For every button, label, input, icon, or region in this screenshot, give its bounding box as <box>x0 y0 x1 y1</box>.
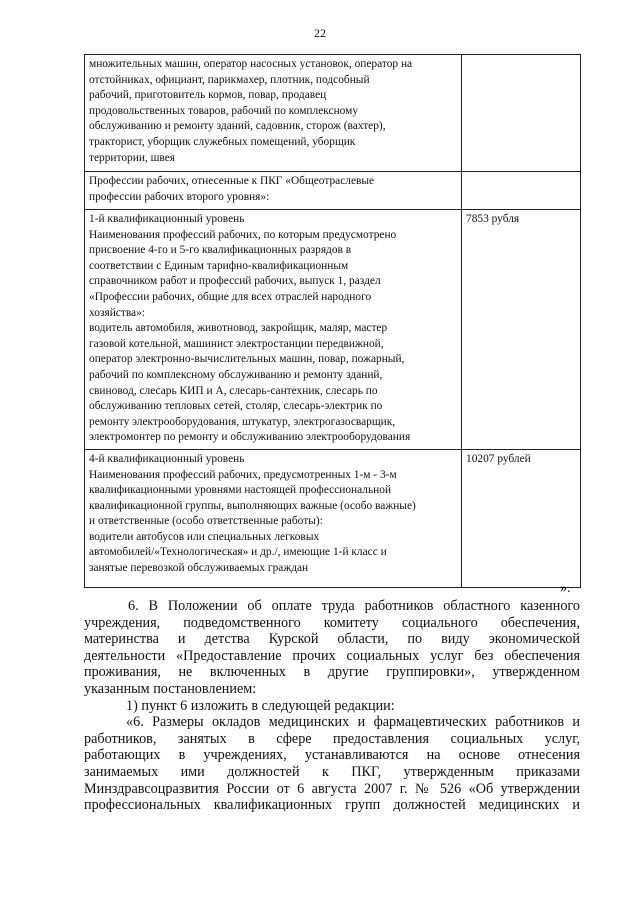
text-line: 1) пункт 6 изложить в следующей редакции: <box>126 697 395 714</box>
cell-line: территории, швея <box>89 151 176 164</box>
quoted-paragraph <box>84 714 580 814</box>
salary-table <box>84 54 581 588</box>
cell-line: рабочий по комплексному обслуживанию и ремонту зданий, <box>89 368 383 381</box>
salary-cell: 10207 рублей <box>462 449 581 587</box>
cell-line: рабочий, приготовитель кормов, повар, продавец <box>89 89 327 102</box>
text-line: «6. Размеры окладов медицинских и фармацевтических работников и <box>126 714 580 731</box>
cell-line: Наименования профессий рабочих, по которым предусмотрено <box>89 228 397 241</box>
text-line: работающих в учреждениях, устанавливаются на основе отнесения <box>84 747 580 764</box>
cell-line: оператор электронно-вычислительных машин, повар, пожарный, <box>89 353 405 366</box>
page-number: 22 <box>314 26 326 40</box>
text-line: работников, занятых в сфере предоставления социальных услуг, <box>84 730 580 747</box>
cell-line: 1-й квалификационный уровень <box>89 213 245 225</box>
salary-cell: 7853 рубля <box>462 210 581 450</box>
text-line: учреждения, подведомственного комитету социального обеспечения, <box>84 614 580 631</box>
cell-line: свиновод, слесарь КИП и А, слесарь-сантехник, слесарь по <box>89 384 378 397</box>
table-row <box>85 55 581 172</box>
cell-line: 4-й квалификационный уровень <box>89 452 245 465</box>
text-line: 6. В Положении об оплате труда работников областного казенного <box>128 598 580 614</box>
closing-quote: ». <box>560 581 571 596</box>
profession-cell <box>85 210 462 450</box>
text-line: материнства и детства Курской области, по виду экономической <box>84 631 580 648</box>
text-line: занимаемых ими должностей к ПКГ, утвержденным приказами <box>84 763 580 780</box>
cell-line: Профессии рабочих, отнесенные к ПКГ «Общеотраслевые <box>89 175 375 187</box>
cell-line: электромонтер по ремонту и обслуживанию электрооборудования <box>89 431 411 444</box>
table-row <box>85 172 581 210</box>
cell-line: отстойниках, официант, парикмахер, плотник, подсобный <box>89 73 370 86</box>
text-line: Минздравсоцразвития России от 6 августа 2007 г. № 526 «Об утверждении <box>84 780 580 797</box>
cell-line: водитель автомобиля, животновод, закройщик, маляр, мастер <box>89 322 388 335</box>
cell-line: газовой котельной, машинист электростанции передвижной, <box>89 337 384 350</box>
cell-line: обслуживанию и ремонту зданий, садовник, сторож (вахтер), <box>89 120 386 133</box>
cell-line: продовольственных товаров, рабочий по комплексному <box>89 104 359 117</box>
text-line: деятельности «Предоставление прочих социальных услуг без обеспечения <box>84 647 580 664</box>
salary-cell <box>462 172 581 210</box>
cell-line: квалификационными уровнями настоящей профессиональной <box>89 484 392 497</box>
text-line: проживания, не включенных в другие группировки», утвержденном <box>84 664 580 681</box>
profession-cell <box>85 172 462 210</box>
body-text <box>84 598 580 814</box>
text-line: профессиональных квалификационных групп должностей медицинских и <box>84 797 580 814</box>
paragraph-6 <box>84 598 580 698</box>
cell-line: водители автобусов или специальных легковых <box>89 530 320 543</box>
cell-line: обслуживанию тепловых сетей, столяр, слесарь-электрик по <box>89 400 383 413</box>
cell-line: занятые перевозкой обслуживаемых граждан <box>89 562 309 575</box>
subitem-1 <box>84 698 580 715</box>
cell-line: ремонту электрооборудования, штукатур, электрогазосварщик, <box>89 415 396 428</box>
profession-cell <box>85 55 462 172</box>
text-line: указанным постановлением: <box>84 680 257 697</box>
cell-line: присвоение 4-го и 5-го квалификационных разрядов в <box>89 244 352 257</box>
cell-line: и ответственные (особо ответственные работы): <box>89 515 323 528</box>
cell-line: тракторист, уборщик служебных помещений, уборщик <box>89 135 356 148</box>
salary-cell <box>462 55 581 172</box>
cell-line: квалификационной группы, выполняющих важные (особо важные) <box>89 499 416 512</box>
cell-line: Наименования профессий рабочих, предусмотренных 1-м - 3-м <box>89 468 397 481</box>
cell-line: соответствии с Единым тарифно-квалификационным <box>89 259 349 272</box>
cell-line: хозяйства»: <box>89 306 145 319</box>
table-row <box>85 210 581 450</box>
cell-line: «Профессии рабочих, общие для всех отраслей народного <box>89 290 372 303</box>
cell-line: профессии рабочих второго уровня»: <box>89 190 270 203</box>
cell-line: автомобилей/«Технологическая» и др./, имеющие 1-й класс и <box>89 546 387 559</box>
table-row <box>85 449 581 587</box>
cell-line: справочником работ и профессий рабочих, выпуск 1, раздел <box>89 275 381 288</box>
profession-cell <box>85 449 462 587</box>
cell-line: множительных машин, оператор насосных установок, оператор на <box>89 58 413 70</box>
